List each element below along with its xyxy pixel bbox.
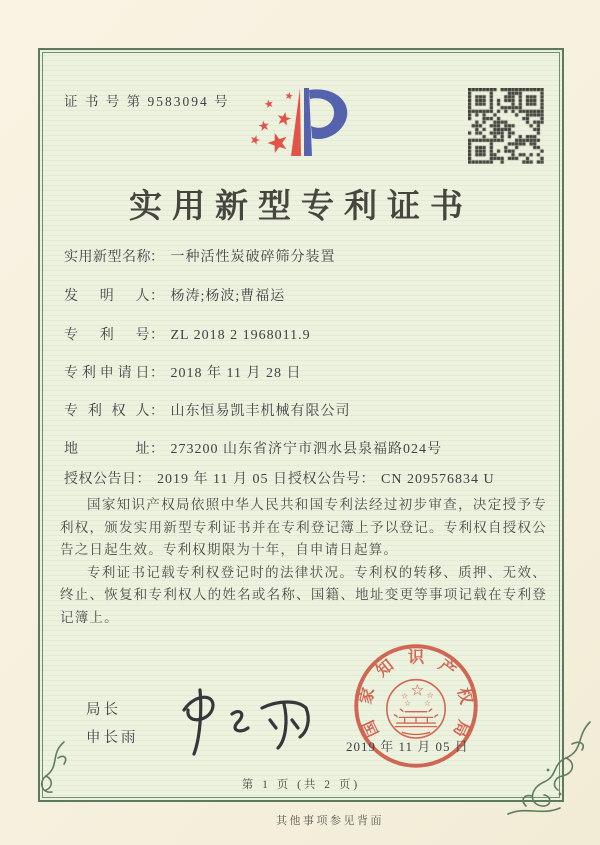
star-icon	[402, 693, 408, 698]
star-icon	[249, 134, 261, 146]
seal-text-char: 国	[358, 717, 383, 741]
field-row-address	[64, 438, 442, 458]
star-icon	[264, 99, 274, 109]
legal-paragraph-2: 专利证书记载专利权登记时的法律状况。专利权的转移、质押、无效、终止、恢复和专利权人的姓名或名称、国籍、地址变更等事项记载在专利登记簿上。	[60, 564, 547, 625]
flourish-stroke	[523, 796, 532, 806]
legal-text	[60, 494, 547, 629]
field-value: 一种活性炭破碎筛分装置	[170, 250, 336, 265]
grant-number-label: 授权公告号	[288, 472, 361, 487]
legal-paragraph-1: 国家知识产权局依照中华人民共和国专利法经过初步审查，决定授予专利权，颁发实用新型专利证书并在专利登记簿上予以登记。专利权自授权公告之日起生效。专利权期限为十年，自申请日起算。	[60, 497, 547, 557]
field-label: 地址	[64, 442, 150, 457]
field-label: 发明人	[64, 289, 150, 304]
flourish-dot	[547, 769, 550, 772]
signature-stroke	[292, 720, 298, 728]
field-value: 273200 山东省济宁市泗水县泉福路024号	[170, 442, 442, 457]
field-label: 专利权人	[64, 404, 150, 419]
certificate-number: 证 书 号 第 9583094 号	[64, 94, 230, 109]
field-row-patentee	[64, 400, 351, 420]
signature-stroke	[184, 697, 213, 720]
cnipa-patent-logo-icon	[234, 82, 364, 177]
star-icon	[285, 91, 294, 99]
director-signature-icon	[166, 680, 326, 762]
gate-base	[395, 723, 438, 727]
seal-text-char: 知	[372, 655, 398, 681]
logo-stars	[249, 91, 293, 154]
field-value: ZL 2018 2 1968011.9	[170, 328, 311, 343]
signature-stroke	[232, 712, 248, 731]
signature-stroke	[300, 708, 308, 737]
corner-flourish-icon	[502, 716, 597, 821]
field-value: 杨涛;杨波;曹福运	[170, 289, 286, 304]
field-row-filing-date	[64, 362, 301, 382]
page-number: 第 1 页 (共 2 页)	[241, 779, 361, 791]
logo-red-wedge	[291, 88, 301, 156]
star-icon	[276, 111, 292, 127]
field-value: 山东恒易凯丰机械有限公司	[170, 404, 351, 419]
signature-stroke	[278, 704, 286, 748]
field-row-patent-number	[64, 324, 311, 344]
colon: ：	[136, 472, 151, 487]
star-icon	[265, 130, 290, 154]
certificate-title: 实用新型专利证书	[129, 189, 473, 225]
grant-number-group	[288, 468, 495, 488]
back-side-note: 其他事项参见背面	[276, 815, 384, 827]
star-icon	[427, 692, 433, 697]
field-label: 专利申请日	[64, 366, 150, 381]
seal-text-char: 权	[453, 685, 477, 706]
logo-p-bowl	[309, 89, 347, 139]
flourish-dot	[559, 793, 562, 796]
seal-date: 2019 年 11 月 05 日	[346, 739, 469, 754]
grant-date-label: 授权公告日	[64, 472, 137, 487]
seal-emblem-gate	[394, 709, 438, 735]
director-block	[86, 696, 139, 752]
qr-code	[468, 88, 544, 164]
grant-number-value: CN 209576834 U	[381, 472, 495, 487]
colon: ：	[150, 366, 165, 381]
colon: ：	[360, 472, 375, 487]
colon: ：	[150, 328, 165, 343]
flourish-stroke	[544, 722, 590, 782]
signature-stroke	[270, 720, 276, 728]
gate-pillars	[405, 717, 428, 723]
star-icon	[425, 700, 430, 705]
star-icon	[412, 685, 423, 695]
field-label: 实用新型名称	[64, 250, 151, 265]
colon: ：	[150, 289, 165, 304]
field-row-grant	[64, 468, 544, 488]
seal-text-char: 局	[449, 717, 474, 741]
director-name: 申长雨	[86, 730, 139, 746]
seal-text-char: 产	[434, 655, 460, 681]
field-value: 2018 年 11 月 28 日	[170, 366, 302, 381]
director-title: 局长	[86, 702, 121, 718]
colon: ：	[150, 250, 165, 265]
field-row-inventors	[64, 285, 285, 305]
seal-text-char: 家	[355, 685, 379, 706]
grant-date-value: 2019 年 11 月 05 日	[157, 472, 288, 487]
field-row-name	[64, 246, 336, 266]
seal-text-char: 识	[407, 647, 425, 667]
seal-emblem-stars	[402, 685, 433, 706]
flourish-stroke	[508, 808, 560, 814]
flourish-stroke	[58, 756, 66, 764]
colon: ：	[150, 404, 165, 419]
star-icon	[405, 700, 410, 705]
star-icon	[258, 120, 270, 132]
field-label: 专利号	[64, 328, 150, 343]
colon: ：	[150, 442, 165, 457]
gear-arc	[402, 732, 430, 734]
